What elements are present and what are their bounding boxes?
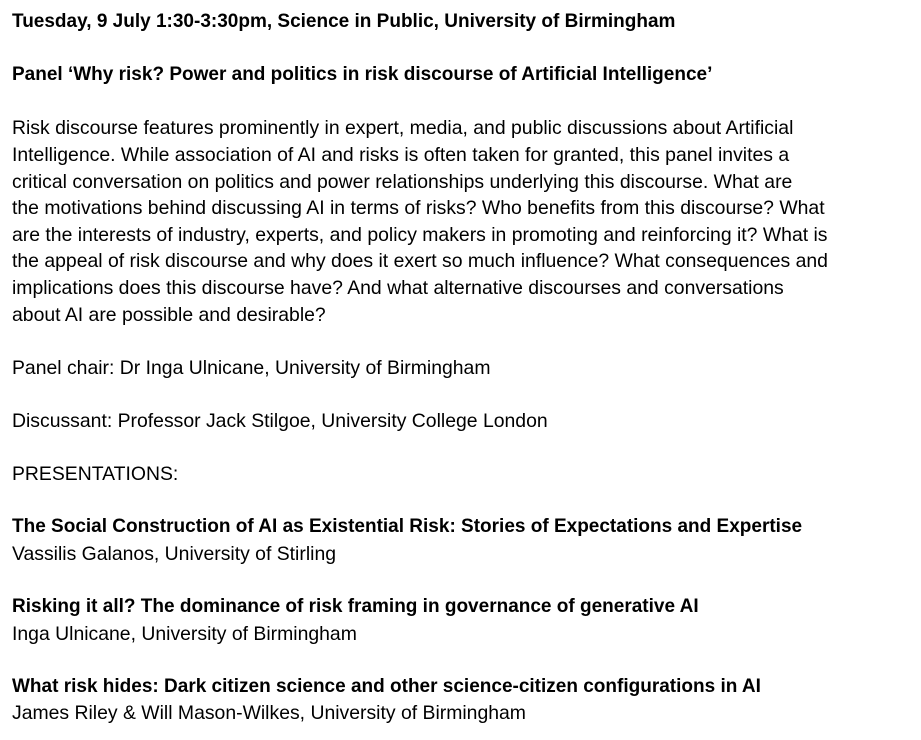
spacer [12,328,917,355]
abstract-line: about AI are possible and desirable? [12,303,326,326]
presentation-title: The Social Construction of AI as Existential Risk: Stories of Expectations and Expertise [12,516,803,538]
spacer [12,488,917,515]
presentation-item [12,514,917,567]
presentation-item [12,594,917,647]
abstract-line: are the interests of industry, experts, and policy makers in promoting and reinforcing it? What is [12,223,828,246]
document [12,9,917,727]
presentation-authors: Vassilis Galanos, University of Stirling [12,542,337,565]
spacer [12,435,917,462]
event-header: Tuesday, 9 July 1:30-3:30pm, Science in Public, University of Birmingham [12,11,676,32]
spacer [12,381,917,408]
spacer [12,89,917,116]
abstract-line: Intelligence. While association of AI and risks is often taken for granted, this panel invites a [12,143,790,166]
presentation-title: Risking it all? The dominance of risk framing in governance of generative AI [12,596,699,618]
presentations-heading: PRESENTATIONS: [12,463,179,486]
spacer [12,36,917,63]
panel-title: Panel ‘Why risk? Power and politics in risk discourse of Artificial Intelligence’ [12,64,713,86]
abstract-paragraph [12,115,917,328]
presentation-title: What risk hides: Dark citizen science and other science-citizen configurations in AI [12,675,761,697]
discussant: Discussant: Professor Jack Stilgoe, University College London [12,409,548,432]
presentation-authors: James Riley & Will Mason-Wilkes, University of Birmingham [12,702,526,725]
spacer [12,567,917,594]
panel-chair: Panel chair: Dr Inga Ulnicane, University of Birmingham [12,356,491,379]
abstract-line: Risk discourse features prominently in expert, media, and public discussions about Artificial [12,117,794,140]
presentation-item [12,674,917,727]
abstract-line: implications does this discourse have? And what alternative discourses and conversations [12,276,784,299]
abstract-line: critical conversation on politics and power relationships underlying this discourse. What are [12,170,793,193]
abstract-line: the motivations behind discussing AI in terms of risks? Who benefits from this discourse? What [12,197,825,220]
spacer [12,647,917,674]
abstract-line: the appeal of risk discourse and why does it exert so much influence? What consequences and [12,250,828,273]
presentation-authors: Inga Ulnicane, University of Birmingham [12,622,357,645]
